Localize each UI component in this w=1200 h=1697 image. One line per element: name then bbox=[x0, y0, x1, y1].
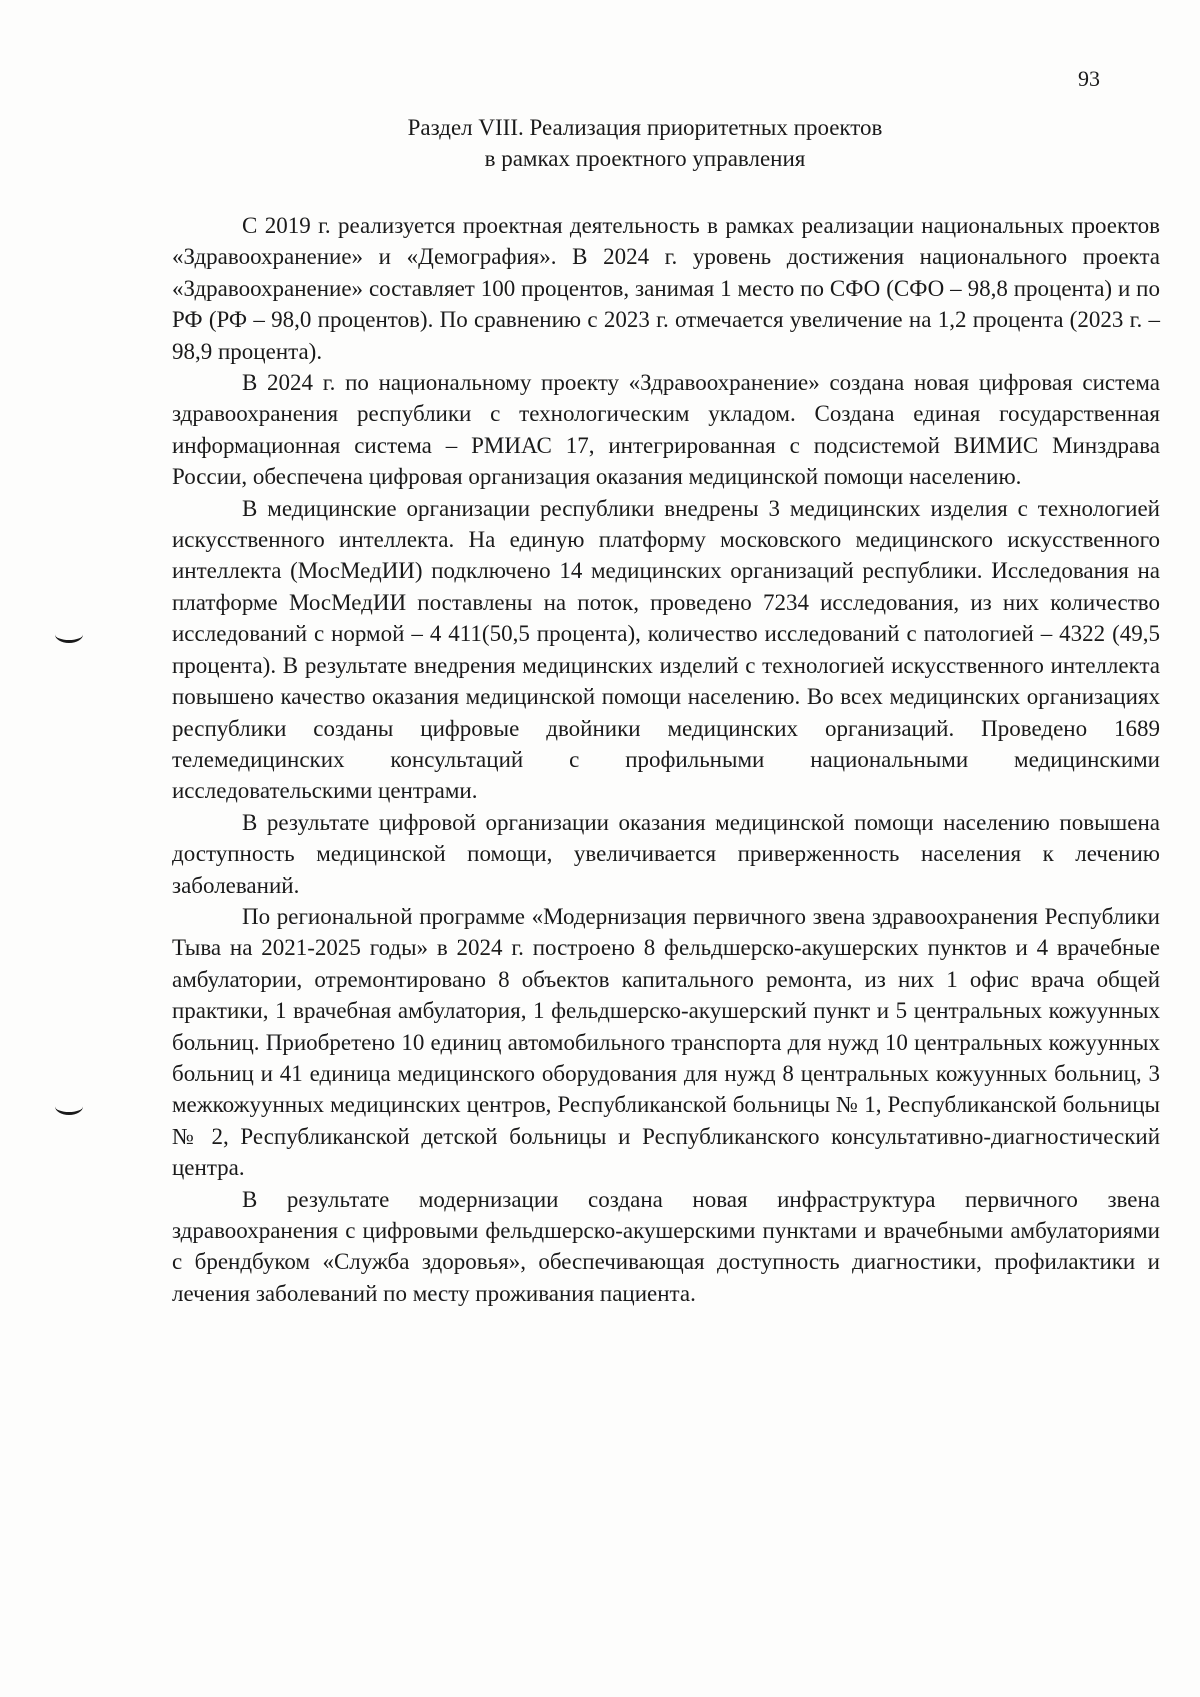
section-title bbox=[160, 112, 1130, 174]
paragraph: В результате модернизации создана новая инфраструктура первичного звена здравоохранения с цифровыми фельдшерско-акушерскими пунктами и врачебными амбулаториями с брендбуком «Служба здоровья», обеспечивающая доступность диагностики, профилактики и лечения заболеваний по месту проживания пациента. bbox=[172, 1186, 1160, 1306]
paragraph: В 2024 г. по национальному проекту «Здравоохранение» создана новая цифровая система здравоохранения республики с технологическим укладом. Создана единая государственная информационная система – РМИАС 17, интегрированная с подсистемой ВИМИС Минздрава России, обеспечена цифровая организация оказания медицинской помощи населению. bbox=[172, 370, 1160, 490]
section-title-line-1: Раздел VIII. Реализация приоритетных проектов bbox=[407, 115, 883, 140]
margin-check-mark-icon bbox=[55, 1098, 83, 1115]
paragraph: В медицинские организации республики внедрены 3 медицинских изделия с технологией искусственного интеллекта. На единую платформу московского медицинского искусственного интеллекта (МосМедИИ) подключено 14 медицинских организаций республики. Исследования на платформе МосМедИИ поставлены на поток, проведено 7234 исследования, из них количество исследований с нормой – 4 411(50,5 процента), количество исследований с патологией – 4322 (49,5 процента). В результате внедрения медицинских изделий с технологией искусственного интеллекта повышено качество оказания медицинской помощи населению. Во всех медицинских организациях республики созданы цифровые двойники медицинских организаций. Проведено 1689 телемедицинских консультаций с профильными национальными медицинскими исследовательскими центрами. bbox=[172, 495, 1160, 804]
paragraph: По региональной программе «Модернизация первичного звена здравоохранения Республики Тыва на 2021-2025 годы» в 2024 г. построено 8 фельдшерско-акушерских пунктов и 4 врачебные амбулатории, отремонтировано 8 объектов капитального ремонта, из них 1 офис врача общей практики, 1 врачебная амбулатория, 1 фельдшерско-акушерский пункт и 5 центральных кожуунных больниц. Приобретено 10 единиц автомобильного транспорта для нужд 10 центральных кожуунных больниц и 41 единица медицинского оборудования для нужд 8 центральных кожуунных больниц, 3 межкожуунных медицинских центров, Республиканской больницы № 1, Республиканской больницы № 2, Республиканской детской больницы и Республиканского консультативно-диагностический центра. bbox=[172, 903, 1160, 1181]
paragraph: С 2019 г. реализуется проектная деятельность в рамках реализации национальных проектов «Здравоохранение» и «Демография». В 2024 г. уровень достижения национального проекта «Здравоохранение» составляет 100 процентов, занимая 1 место по СФО (СФО – 98,8 процента) и по РФ (РФ – 98,0 процентов). По сравнению с 2023 г. отмечается увеличение на 1,2 процента (2023 г. – 98,9 процента). bbox=[172, 213, 1160, 364]
page-number: 93 bbox=[1078, 66, 1100, 91]
paragraph: В результате цифровой организации оказания медицинской помощи населению повышена доступность медицинской помощи, увеличивается приверженность населения к лечению заболеваний. bbox=[172, 809, 1160, 898]
body-text bbox=[172, 210, 1160, 1309]
section-title-line-2: в рамках проектного управления bbox=[484, 146, 806, 171]
margin-check-mark-icon bbox=[55, 626, 83, 643]
